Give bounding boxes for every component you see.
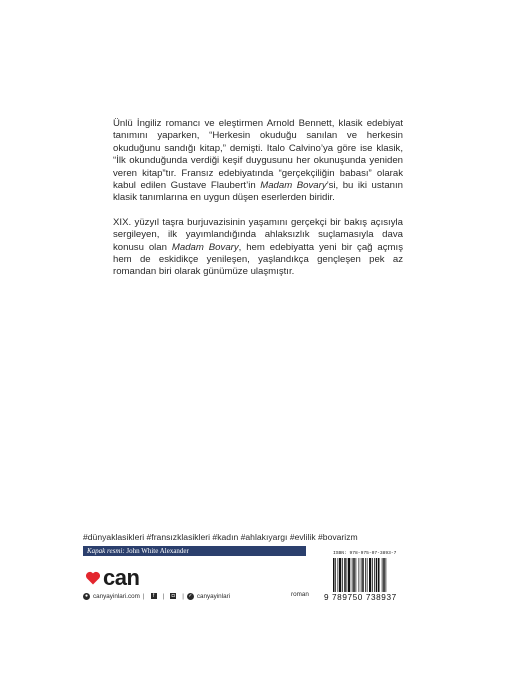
publisher-footer [83, 591, 323, 601]
barcode-bar [335, 558, 336, 592]
blurb-paragraph-2: XIX. yüzyıl taşra burjuvazisinin yaşamını gerçekçi bir bakış açısıyla sergileyen, ilk yayımlandığında ahlaksızlık suçlamasıyla dava konusu olan Madam Bovary, hem edebiyatta yeni bir çağ açmış hem de eskidikçe yenileşen, yaşlandıkça gençleşen pek az romandan biri olarak günümüze ulaşmıştır. [113, 216, 404, 278]
barcode-bar [376, 558, 378, 592]
barcode-bar [353, 558, 355, 592]
logo-wordmark: can [103, 565, 140, 590]
barcode-bar [365, 558, 366, 592]
globe-icon: ● [84, 592, 89, 599]
cover-credit-bar [83, 546, 306, 556]
book-title-italic: Madam Bovary [171, 241, 239, 253]
barcode-bar [372, 558, 373, 592]
isbn-label: ISBN: 978-975-07-3893-7 [333, 551, 397, 556]
genre-label: roman [291, 591, 309, 598]
divider: | [182, 592, 184, 600]
twitter-icon: ✓ [188, 592, 193, 599]
barcode-bar [367, 558, 368, 592]
book-title-italic: Madam Bovary [260, 180, 327, 192]
barcode-bar [348, 558, 350, 592]
heart-icon [85, 570, 101, 586]
blurb-text [113, 118, 403, 291]
barcode-bar [361, 558, 362, 592]
social-handle-text: canyayinlari [196, 592, 231, 600]
divider: | [142, 592, 145, 600]
website-text: canyayinlari.com [93, 592, 140, 600]
publisher-logo [85, 567, 139, 589]
divider: | [162, 592, 165, 600]
barcode-bar [338, 558, 339, 592]
barcode-bar [347, 558, 348, 592]
instagram-icon: ◘ [171, 593, 175, 599]
credit-label: Kapak resmi: [87, 547, 125, 555]
barcode-bar [352, 558, 353, 592]
blurb-paragraph-1: Ünlü İngiliz romancı ve eleştirmen Arnold Bennett, klasik edebiyat tanımını yaparken, “Herkesin okuduğu sanılan ve herkesin okuduğunu sandığı kitap,” demişti. Italo Calvino’ya göre ise klasik, “İlk okunduğunda verdiği keşif duygusunu her okunuşunda yeniden veren kitap”tır. Fransız edebiyatında “gerçekçiliğin babası” olarak kabul edilen Gustave Flaubert’in Madam Bovary’si, bu iki ustanın klasik tanımlarına en uygun düşen eserlerden biridir. [113, 118, 403, 204]
barcode-bar [378, 558, 380, 592]
barcode-bar [383, 558, 385, 592]
barcode-bar [359, 558, 360, 592]
facebook-icon: f [151, 593, 157, 599]
barcode-bar [369, 558, 371, 592]
barcode-bar [339, 558, 341, 592]
barcode-bar [374, 558, 375, 592]
barcode-bar [386, 558, 387, 592]
barcode-bar [362, 558, 364, 592]
barcode-bar [344, 558, 346, 592]
barcode-bar [356, 558, 357, 592]
barcode-bar [382, 558, 383, 592]
barcode-bar [342, 558, 343, 592]
barcode-digits: 9 789750 738937 [324, 593, 397, 602]
credit-name: John White Alexander [126, 547, 189, 555]
barcode-bar [333, 558, 335, 592]
hashtag-line: #dünyaklasikleri #fransızklasikleri #kadın #ahlakıyargı #evlilik #bovarizm [83, 532, 358, 542]
barcode-image [333, 558, 405, 592]
